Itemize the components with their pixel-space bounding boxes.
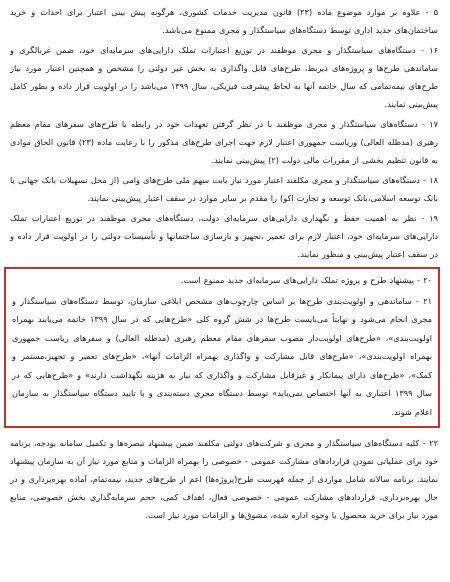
paragraph-22: ۲۲ - کلیه دستگاه‌های سیاستگذار و مجری و شرکت‌های دولتی مکلفند ضمن پیشنهاد تبصره‌ها و تکمیل سامانه بودجه، برنامه خود برای عملیاتی نمودن قراردادهای مشارکت عمومی - خصوصی را بهمراه الزامات و منابع مورد نیاز آن به سازمان پیشنهاد نمایند. برنامه سالانه شامل مواردی از جمله فهرست طرح(پروژه‌ها) اعم از طرح‌های جدید، نیمه‌تمام، آماده بهره‌برداری و در حال بهره‌برداری، قراردادهای مشارکت عمومی - خصوصی فعال، اهداف کمی، حجم سرمایه‌گذاری بخش خصوصی، منابع مورد نیاز برای خرید محصول یا وجوه اداره شده، مشوق‌ها و الزامات مورد نیاز است. — [10, 438, 438, 520]
paragraph-16: ۱۶ - دستگاه‌های سیاستگذار و مجری موظفند در توزیع اعتبارات تملک دارایی‌های سرمایه‌ای خود، ضمن غربالگری و ساماندهی طرح‌ها و پروژه‌های ذیربط، طرح‌های قابل واگذاری به بخش غیر دولتی را مشخص و همچنین اعتبار مورد نیاز طرح‌های نیمه‌تمامی که سال خاتمه آنها به لحاظ پیشرفت فیزیکی، سال ۱۳۹۹ می‌باشد را در اولویت قرار داده و بطور کامل پیش‌بینی نمایند. — [10, 45, 439, 109]
paragraph-18: ۱۸ - دستگاه‌های سیاستگذار و مجری مکلفند اعتبار مورد نیاز بابت سهم ملی طرح‌های وامی (از محل تسهیلات بانک جهانی یا بانک توسعه اسلامی،بانک توسعه و تجارت اکو) را مقدم بر سایر موارد در سقف اعتبار پیش‌بینی نمایند. — [10, 175, 438, 203]
paragraph-20: ۲۰ - پیشنهاد طرح و پروژه تملک دارایی‌های سرمایه‌ای جدید ممنوع است. — [180, 275, 432, 285]
paragraph-15: ۵ - علاوه بر موارد موضوع ماده (۲۳) قانون مدیریت خدمات کشوری، هرگونه پیش بینی اعتبار برای احداث و خرید ساختمان‌های جدید اداری توسط دستگاه‌های سیاستگذار و مجری ممنوع می‌باشد. — [10, 7, 438, 35]
paragraph-17: ۱۷ - دستگاه‌های سیاستگذار و مجری موظفند با در نظر گرفتن تعهدات خود در رابطه با طرح‌های سفرهای مقام معظم رهبری (مدظله العالی) وریاست جمهوری اعتبار لازم جهت اجرای طرح‌های مذکور را با رعایت ماده (۲۳) قانون الحاق موادی به قانون تنظیم بخشی از مقررات مالی دولت (۲) پیش‌بینی نمایند. — [10, 119, 438, 165]
paragraph-21: ۲۱ - ساماندهی و اولویت‌بندی طرح‌ها بر اساس چارچوب‌های مشخص ابلاغی سازمان، توسط دستگاه‌های سیاستگذار و مجری انجام می‌شود و نهایتاً می‌بایست طرح‌ها در شش گروه کلی «طرح‌هایی که در سال ۱۳۹۹ خاتمه می‌یابند بهمراه اولویت‌بندی»، «طرح‌های اولویت‌دار مصوب سفرهای مقام معظم رهبری (مدظله العالی) و سفرهای ریاست جمهوری بهمراه اولویت‌بندی»، «طرح‌های قابل مشارکت و واگذاری بهمراه الزامات آنها»، «طرح‌های تعمیر و تجهیز،مستمر و کمک»، «طرح‌های دارای پیمانکار و غیرقابل مشارکت و واگذاری که نیاز به هزینه نگهداشت دارند» و «طرح‌هایی که در سال ۱۳۹۹ اعتباری به آنها اختصاص نمی‌یابد» توسط دستگاه مجری دسته‌بندی و با تایید دستگاه سیاستگذار به سازمان اعلام شوند. — [12, 295, 433, 417]
highlighted-section — [4, 267, 440, 428]
paragraphs-top — [10, 3, 438, 263]
paragraph-19: ۱۹ - نظر به اهمیت حفظ و نگهداری دارایی‌های سرمایه‌ای دولت، دستگاه‌های مجری موظفند در توزیع اعتبارات تملک دارایی‌های سرمایه‌ای خود، اعتبار لازم برای تعمیر ،تجهیز و بازسازی ساختمانها و تأسیسات دولتی را در اولویت قرار داده و در سقف اعتبار پیش‌بینی و منظور نمایند. — [10, 213, 438, 259]
paragraphs-bottom — [10, 434, 438, 524]
